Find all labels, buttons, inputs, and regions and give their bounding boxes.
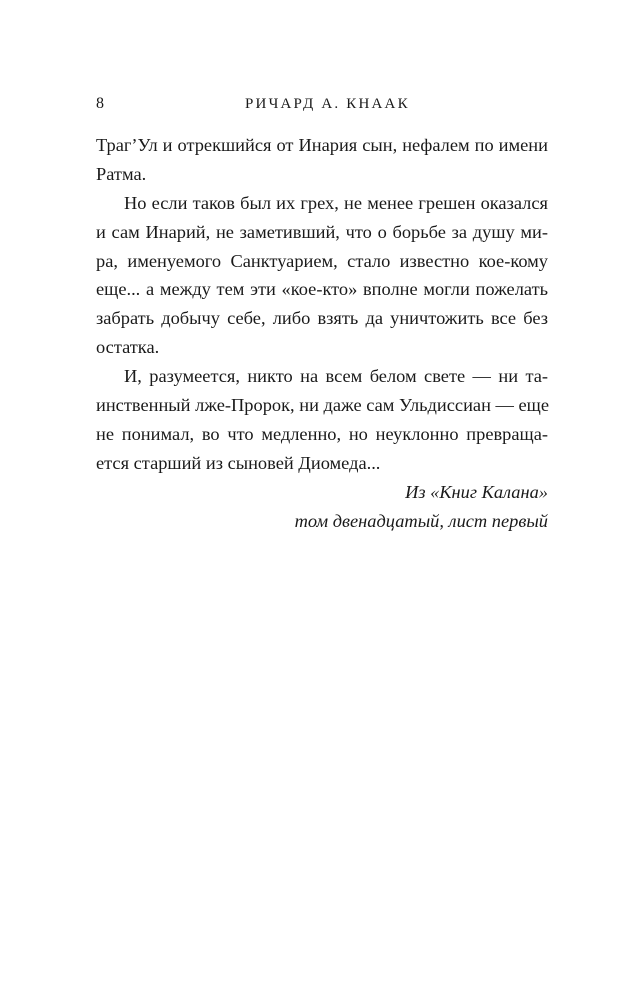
- text-line: еще... а между тем эти «кое-кто» вполне могли пожелать: [96, 279, 548, 300]
- text-line: не понимал, во что медленно, но неуклонно превраща-: [96, 423, 548, 444]
- text-line: инственный лже-Пророк, ни даже сам Ульдиссиан — еще: [96, 395, 549, 416]
- body-text: [96, 131, 548, 535]
- text-line: И, разумеется, никто на всем белом свете — ни та-: [124, 366, 548, 387]
- running-head: РИЧАРД А. КНААК: [245, 96, 410, 112]
- text-line: и сам Инарий, не заметивший, что о борьбе за душу ми-: [96, 221, 548, 242]
- text-line: Но если таков был их грех, не менее грешен оказался: [124, 192, 548, 213]
- attribution-detail: том двенадцатый, лист первый: [294, 510, 548, 531]
- page-number: 8: [96, 95, 104, 112]
- attribution-source: Из «Книг Калана»: [405, 481, 548, 502]
- text-line: ра, именуемого Санктуарием, стало известно кое-кому: [96, 250, 548, 271]
- text-line: Траг’Ул и отрекшийся от Инария сын, нефалем по имени: [96, 135, 548, 155]
- text-line: ется старший из сыновей Диомеда...: [96, 452, 381, 473]
- text-line: Ратма.: [96, 163, 147, 184]
- text-line: забрать добычу себе, либо взять да уничтожить все без: [96, 308, 548, 329]
- text-line: остатка.: [96, 337, 160, 358]
